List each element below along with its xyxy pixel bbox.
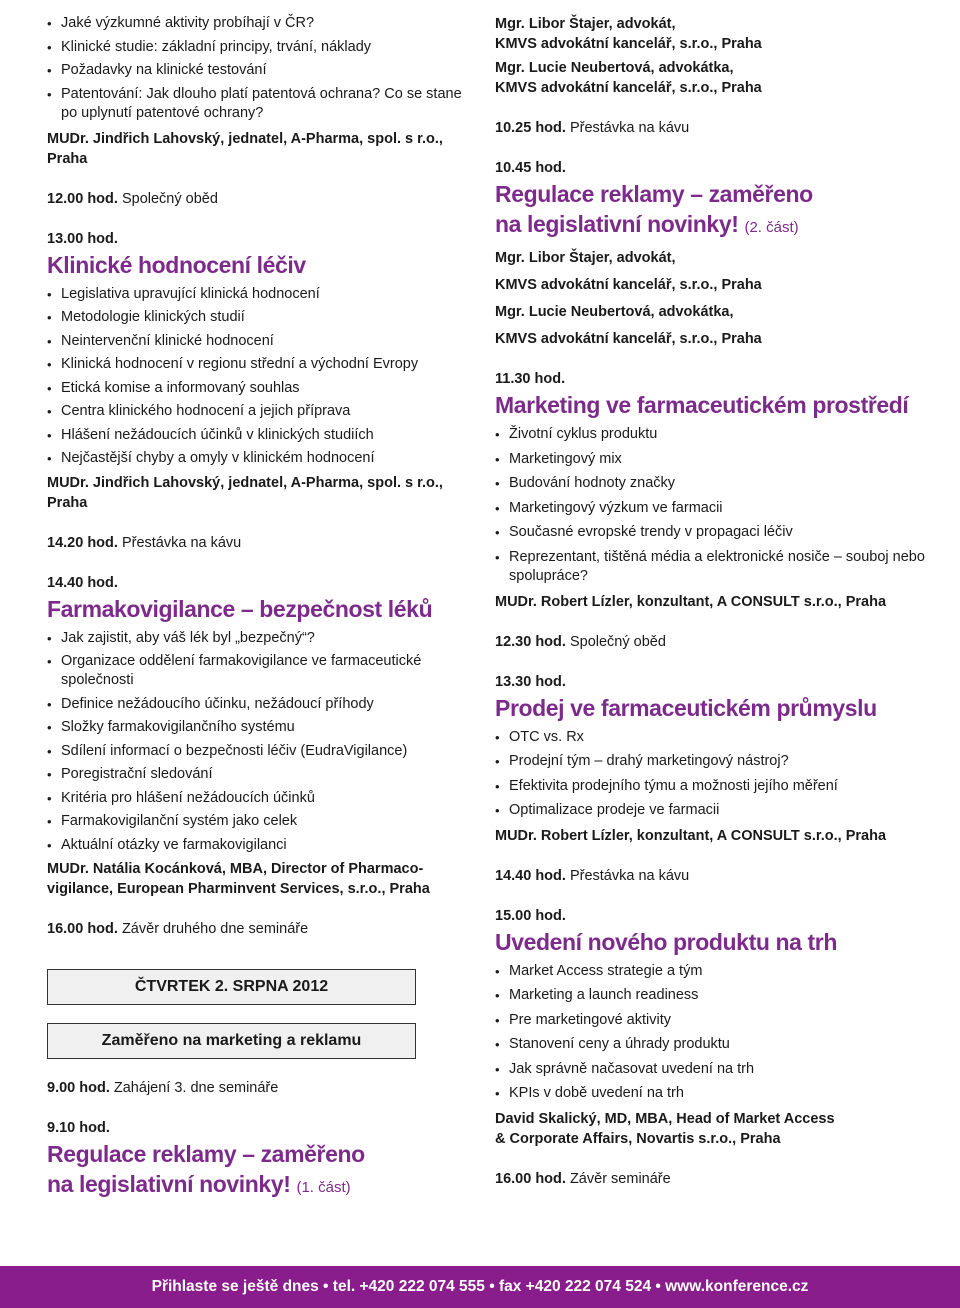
list-item: • Prodejní tým – drahý marketingový nástroj? bbox=[495, 752, 925, 771]
speaker-line: Mgr. Lucie Neubertová, advokátka, bbox=[495, 60, 734, 76]
session-title: Marketing ve farmaceutickém prostředí bbox=[495, 392, 909, 418]
time: 12.30 hod. bbox=[495, 633, 566, 650]
session-bullet-list bbox=[47, 629, 462, 855]
time: 10.25 hod. bbox=[495, 120, 566, 136]
session-bullet-list bbox=[495, 728, 925, 821]
list-item: • Klinická hodnocení v regionu střední a východní Evropy bbox=[47, 355, 462, 374]
list-item: • Životní cyklus produktu bbox=[495, 425, 925, 444]
right-column bbox=[495, 14, 925, 1189]
list-item: • Hlášení nežádoucích účinků v klinických studiích bbox=[47, 426, 462, 445]
list-item: • KPIs v době uvedení na trh bbox=[495, 1084, 925, 1103]
slot-label: Závěr druhého dne semináře bbox=[121, 921, 309, 937]
list-item: • Reprezentant, tištěná média a elektronické nosiče – souboj nebo spolupráce? bbox=[495, 548, 925, 586]
list-item: • Centra klinického hodnocení a jejich příprava bbox=[47, 402, 462, 421]
session-title: Regulace reklamy – zaměřeno bbox=[495, 181, 813, 207]
session-title-text: na legislativní novinky! bbox=[495, 211, 739, 237]
speaker-line: KMVS advokátní kancelář, s.r.o., Praha bbox=[495, 331, 762, 347]
session-title-cont bbox=[495, 210, 925, 242]
list-item: • Marketingový výzkum ve farmacii bbox=[495, 499, 925, 518]
list-item: • Etická komise a informovaný souhlas bbox=[47, 379, 462, 398]
session-title-text: na legislativní novinky! bbox=[47, 1171, 291, 1197]
list-item: • Farmakovigilanční systém jako celek bbox=[47, 812, 462, 831]
time: 16.00 hod. bbox=[495, 1170, 566, 1187]
slot-label: Společný oběd bbox=[121, 190, 218, 207]
speaker: MUDr. Jindřich Lahovský, jednatel, A-Pharma, spol. s r.o., Praha bbox=[47, 474, 443, 511]
list-item: • Pre marketingové aktivity bbox=[495, 1011, 925, 1030]
list-item: • Poregistrační sledování bbox=[47, 765, 462, 784]
session-time: 13.00 hod. bbox=[47, 230, 118, 247]
list-item: • Jaké výzkumné aktivity probíhají v ČR? bbox=[47, 14, 462, 33]
list-item: • Stanovení ceny a úhrady produktu bbox=[495, 1035, 925, 1054]
list-item: • Současné evropské trendy v propagaci léčiv bbox=[495, 523, 925, 542]
list-item: • Aktuální otázky ve farmakovigilanci bbox=[47, 836, 462, 855]
slot-label: Společný oběd bbox=[569, 633, 666, 650]
opening-slot bbox=[47, 1078, 462, 1098]
speaker: MUDr. Jindřich Lahovský, jednatel, A-Pharma, spol. s r.o., Praha bbox=[47, 130, 443, 167]
list-item: • OTC vs. Rx bbox=[495, 728, 925, 747]
speaker: MUDr. Robert Lízler, konzultant, A CONSULT s.r.o., Praha bbox=[495, 593, 887, 610]
list-item: • Marketing a launch readiness bbox=[495, 986, 925, 1005]
session-time: 15.00 hod. bbox=[495, 907, 566, 924]
list-item: • Jak správně načasovat uvedení na trh bbox=[495, 1060, 925, 1079]
time: 16.00 hod. bbox=[47, 921, 118, 937]
session-bullet-list bbox=[47, 285, 462, 469]
lunch-slot bbox=[47, 189, 462, 209]
list-item: • Sdílení informací o bezpečnosti léčiv (EudraVigilance) bbox=[47, 742, 462, 761]
list-item: • Market Access strategie a tým bbox=[495, 962, 925, 981]
list-item: • Patentování: Jak dlouho platí patentová ochrana? Co se stane po uplynutí patentové ochrany? bbox=[47, 85, 462, 123]
list-item: • Jak zajistit, aby váš lék byl „bezpečný“? bbox=[47, 629, 462, 648]
list-item: • Definice nežádoucího účinku, nežádoucí příhody bbox=[47, 695, 462, 714]
session-title: Prodej ve farmaceutickém průmyslu bbox=[495, 694, 877, 721]
speaker-line: MUDr. Natália Kocánková, MBA, Director of Pharmaco- bbox=[47, 861, 424, 877]
time: 12.00 hod. bbox=[47, 190, 118, 207]
list-item: • Požadavky na klinické testování bbox=[47, 61, 462, 80]
end-slot bbox=[47, 919, 462, 939]
list-item: • Složky farmakovigilančního systému bbox=[47, 718, 462, 737]
part-label: (2. část) bbox=[744, 219, 799, 236]
list-item: • Klinické studie: základní principy, trvání, náklady bbox=[47, 38, 462, 57]
left-column bbox=[47, 14, 462, 1208]
slot-label: Přestávka na kávu bbox=[569, 120, 690, 136]
slot-label: Přestávka na kávu bbox=[569, 867, 690, 884]
session-title: Farmakovigilance – bezpečnost léků bbox=[47, 595, 433, 622]
part-label: (1. část) bbox=[296, 1179, 351, 1196]
session-time: 9.10 hod. bbox=[47, 1120, 110, 1136]
break-slot bbox=[495, 866, 925, 886]
session-title: Uvedení nového produktu na trh bbox=[495, 928, 837, 955]
session-time: 11.30 hod. bbox=[495, 371, 566, 387]
end-slot bbox=[495, 1169, 925, 1189]
session-time: 13.30 hod. bbox=[495, 673, 566, 690]
speaker-line: KMVS advokátní kancelář, s.r.o., Praha bbox=[495, 80, 762, 96]
list-item: • Metodologie klinických studií bbox=[47, 308, 462, 327]
list-item: • Organizace oddělení farmakovigilance ve farmaceutické společnosti bbox=[47, 652, 462, 690]
slot-label: Závěr semináře bbox=[569, 1170, 671, 1187]
list-item: • Optimalizace prodeje ve farmacii bbox=[495, 801, 925, 820]
list-item: • Legislativa upravující klinická hodnocení bbox=[47, 285, 462, 304]
break-slot bbox=[47, 533, 462, 553]
list-item: • Efektivita prodejního týmu a možnosti jejího měření bbox=[495, 777, 925, 796]
speaker-line: & Corporate Affairs, Novartis s.r.o., Praha bbox=[495, 1130, 781, 1147]
session-title-cont bbox=[47, 1170, 462, 1202]
lunch-slot bbox=[495, 632, 925, 652]
list-item: • Budování hodnoty značky bbox=[495, 474, 925, 493]
time: 9.00 hod. bbox=[47, 1080, 110, 1096]
speaker-line: KMVS advokátní kancelář, s.r.o., Praha bbox=[495, 277, 762, 293]
speaker-line: Mgr. Libor Štajer, advokát, bbox=[495, 250, 676, 266]
registration-footer-banner: Přihlaste se ještě dnes • tel. +420 222 074 555 • fax +420 222 074 524 • www.konference.cz bbox=[0, 1266, 960, 1308]
session-title: Regulace reklamy – zaměřeno bbox=[47, 1141, 365, 1167]
list-item: • Neintervenční klinické hodnocení bbox=[47, 332, 462, 351]
focus-heading-box: Zaměřeno na marketing a reklamu bbox=[47, 1023, 416, 1059]
speaker-line: vigilance, European Pharminvent Services, s.r.o., Praha bbox=[47, 881, 430, 897]
slot-label: Zahájení 3. dne semináře bbox=[113, 1080, 279, 1096]
day-heading-box: ČTVRTEK 2. SRPNA 2012 bbox=[47, 969, 416, 1005]
slot-label: Přestávka na kávu bbox=[121, 534, 242, 551]
session-time: 14.40 hod. bbox=[47, 574, 118, 591]
session-time: 10.45 hod. bbox=[495, 160, 566, 176]
break-slot bbox=[495, 118, 925, 138]
time: 14.20 hod. bbox=[47, 534, 118, 551]
speaker-line: Mgr. Lucie Neubertová, advokátka, bbox=[495, 304, 734, 320]
session-title: Klinické hodnocení léčiv bbox=[47, 251, 306, 278]
speaker-line: David Skalický, MD, MBA, Head of Market Access bbox=[495, 1110, 835, 1127]
session-bullet-list bbox=[495, 425, 925, 586]
speaker-line: Mgr. Libor Štajer, advokát, bbox=[495, 16, 676, 32]
list-item: • Nejčastější chyby a omyly v klinickém hodnocení bbox=[47, 449, 462, 468]
speaker-line: KMVS advokátní kancelář, s.r.o., Praha bbox=[495, 36, 762, 52]
session-bullet-list bbox=[495, 962, 925, 1104]
speaker: MUDr. Robert Lízler, konzultant, A CONSULT s.r.o., Praha bbox=[495, 827, 887, 844]
list-item: • Marketingový mix bbox=[495, 450, 925, 469]
list-item: • Kritéria pro hlášení nežádoucích účinků bbox=[47, 789, 462, 808]
intro-bullet-list bbox=[47, 14, 462, 123]
time: 14.40 hod. bbox=[495, 867, 566, 884]
